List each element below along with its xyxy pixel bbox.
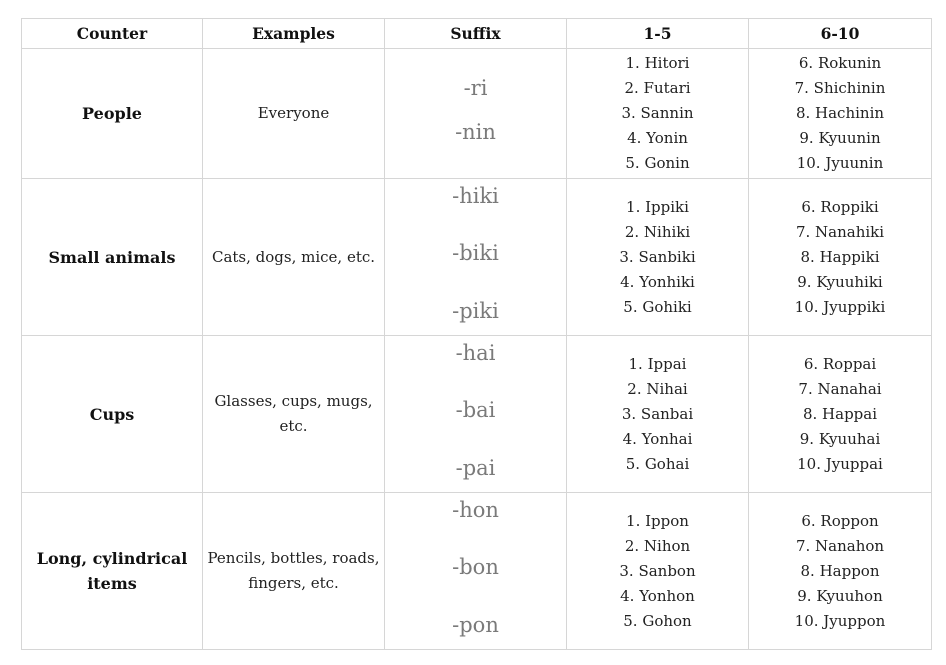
suffix-cell <box>385 493 567 650</box>
counter-cell: Small animals <box>22 179 203 336</box>
count-item: 5. Gohai <box>625 454 690 473</box>
count-item: 9. Kyuuhiki <box>797 272 883 291</box>
japanese-counters-table <box>21 18 932 650</box>
count-item: 7. Nanahiki <box>795 222 885 241</box>
count-item: 7. Shichinin <box>794 79 886 97</box>
count-item: 6. Roppai <box>803 354 877 373</box>
count-item: 2. Nihai <box>627 379 688 398</box>
count-item: 1. Hitori <box>625 54 690 72</box>
count-item: 10. Jyuunin <box>796 154 884 172</box>
count-item: 6. Roppiki <box>801 197 879 216</box>
count-item: 6. Roppon <box>801 511 879 530</box>
suffix-item: -piki <box>452 298 499 323</box>
suffix-item: -bai <box>455 398 496 422</box>
count-item: 5. Gohon <box>623 611 692 630</box>
count-item: 9. Kyuuhai <box>799 429 881 448</box>
header-range-1-5: 1-5 <box>567 19 749 49</box>
table-row-cups <box>22 336 932 493</box>
suffix-cell <box>385 49 567 179</box>
count-item: 1. Ippiki <box>626 197 689 216</box>
counter-cell: Cups <box>22 336 203 493</box>
range-1-5-cell <box>567 179 749 336</box>
count-item: 5. Gohiki <box>623 297 692 316</box>
count-item: 9. Kyuuhon <box>797 586 883 605</box>
count-item: 3. Sanbai <box>621 404 694 423</box>
header-counter: Counter <box>22 19 203 49</box>
count-item: 10. Jyuppiki <box>794 297 886 316</box>
suffix-item: -hai <box>455 340 496 365</box>
count-item: 3. Sanbon <box>619 561 696 580</box>
count-item: 8. Happon <box>800 561 880 580</box>
count-item: 6. Rokunin <box>798 54 882 72</box>
table-row-small-animals <box>22 179 932 336</box>
examples-cell: Glasses, cups, mugs, etc. <box>203 336 385 493</box>
header-suffix: Suffix <box>385 19 567 49</box>
examples-cell: Everyone <box>203 49 385 179</box>
range-6-10-cell <box>749 493 932 650</box>
header-range-6-10: 6-10 <box>749 19 932 49</box>
count-item: 7. Nanahai <box>798 379 882 398</box>
range-6-10-cell <box>749 336 932 493</box>
counter-cell: Long, cylindrical items <box>22 493 203 650</box>
suffix-item: -bon <box>452 555 499 579</box>
range-6-10-cell <box>749 179 932 336</box>
suffix-item: -biki <box>452 241 499 265</box>
count-item: 10. Jyuppon <box>794 611 886 630</box>
count-item: 4. Yonin <box>627 129 688 147</box>
suffix-item: -pon <box>452 612 499 637</box>
count-item: 2. Nihon <box>624 536 691 555</box>
count-item: 4. Yonhiki <box>620 272 695 291</box>
header-row <box>22 19 932 49</box>
suffix-cell <box>385 336 567 493</box>
examples-cell: Cats, dogs, mice, etc. <box>203 179 385 336</box>
count-item: 4. Yonhon <box>620 586 695 605</box>
count-item: 8. Happai <box>802 404 878 423</box>
header-examples: Examples <box>203 19 385 49</box>
range-6-10-cell <box>749 49 932 179</box>
count-item: 8. Hachinin <box>795 104 885 122</box>
count-item: 10. Jyuppai <box>797 454 883 473</box>
counter-cell: People <box>22 49 203 179</box>
count-item: 5. Gonin <box>625 154 690 172</box>
count-item: 3. Sannin <box>621 104 694 122</box>
count-item: 8. Happiki <box>800 247 880 266</box>
suffix-cell <box>385 179 567 336</box>
suffix-item: -ri <box>463 75 488 100</box>
table-row-people <box>22 49 932 179</box>
range-1-5-cell <box>567 49 749 179</box>
counters-table-container <box>21 18 931 650</box>
count-item: 4. Yonhai <box>622 429 693 448</box>
count-item: 7. Nanahon <box>795 536 885 555</box>
count-item: 1. Ippai <box>628 354 687 373</box>
suffix-item: -hiki <box>452 183 499 208</box>
count-item: 3. Sanbiki <box>619 247 696 266</box>
range-1-5-cell <box>567 336 749 493</box>
range-1-5-cell <box>567 493 749 650</box>
suffix-item: -pai <box>455 455 496 480</box>
suffix-item: -nin <box>455 119 496 144</box>
examples-cell: Pencils, bottles, roads, fingers, etc. <box>203 493 385 650</box>
suffix-item: -hon <box>452 497 499 522</box>
count-item: 9. Kyuunin <box>799 129 881 147</box>
count-item: 2. Nihiki <box>624 222 691 241</box>
count-item: 1. Ippon <box>626 511 689 530</box>
count-item: 2. Futari <box>624 79 691 97</box>
table-row-long-cylindrical-items <box>22 493 932 650</box>
